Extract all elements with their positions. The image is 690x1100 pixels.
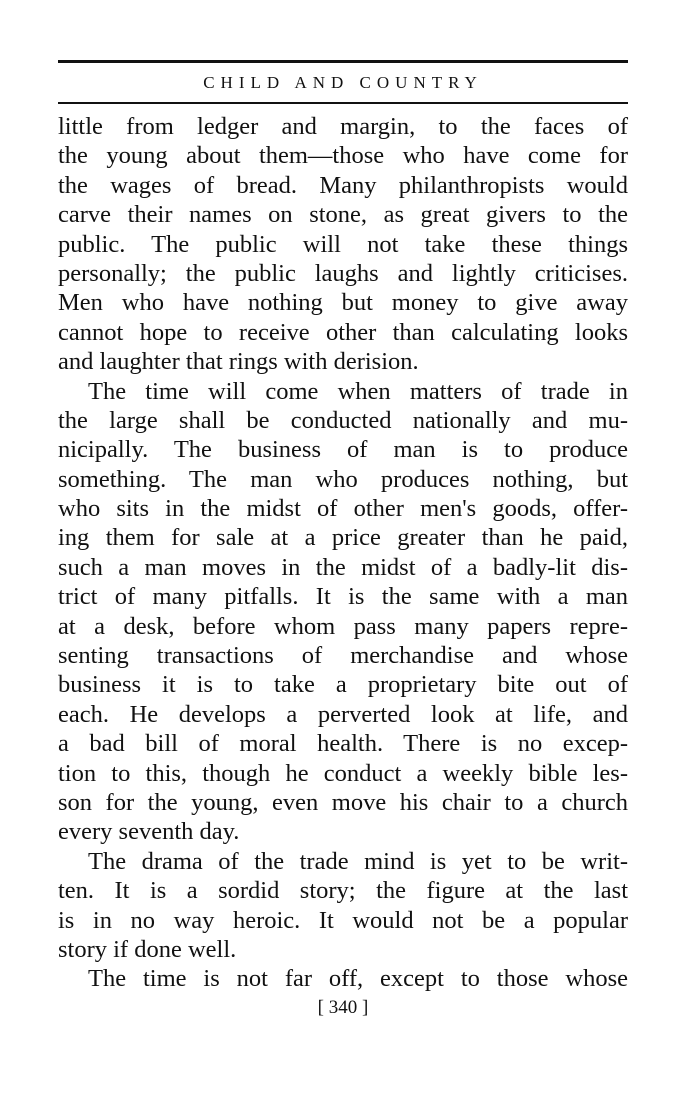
text-line: the large shall be conducted nationally and mu- (58, 406, 628, 434)
text-line: business it is to take a proprietary bite out of (58, 671, 628, 699)
text-line: little from ledger and margin, to the faces of (58, 113, 628, 140)
text-line: something. The man who produces nothing, but (58, 465, 628, 493)
text-line: such a man moves in the midst of a badly-lit dis- (58, 553, 628, 581)
text-line: Men who have nothing but money to give away (58, 289, 628, 317)
text-line: is in no way heroic. It would not be a popular (58, 906, 628, 934)
text-line: each. He develops a perverted look at life, and (58, 700, 628, 728)
text-line: the wages of bread. Many philanthropists would (58, 171, 628, 199)
text-line: cannot hope to receive other than calculating looks (58, 318, 628, 346)
text-line: a bad bill of moral health. There is no excep- (58, 730, 628, 758)
text-line: nicipally. The business of man is to produce (58, 436, 628, 464)
body-text (58, 112, 628, 994)
running-head: CHILD AND COUNTRY (203, 73, 483, 92)
text-line: tion to this, though he conduct a weekly bible les- (58, 759, 628, 787)
text-line: at a desk, before whom pass many papers repre- (58, 612, 628, 640)
text-line: The drama of the trade mind is yet to be writ- (88, 847, 628, 875)
text-line: personally; the public laughs and lightly criticises. (58, 259, 628, 287)
text-line: the young about them—those who have come for (58, 142, 628, 170)
text-line: ten. It is a sordid story; the figure at the last (58, 877, 628, 905)
text-line: ing them for sale at a price greater than he paid, (58, 524, 628, 552)
header-rule-top (58, 60, 628, 63)
text-line: The time is not far off, except to those whose (88, 965, 628, 993)
text-line: son for the young, even move his chair to a church (58, 788, 628, 816)
text-line: who sits in the midst of other men's goods, offer- (58, 495, 628, 523)
text-line: and laughter that rings with derision. (58, 348, 419, 376)
text-line: every seventh day. (58, 818, 240, 846)
header-rule-bottom (58, 102, 628, 104)
text-line: The time will come when matters of trade in (88, 377, 628, 405)
page-number: [ 340 ] (317, 997, 369, 1018)
text-line: trict of many pitfalls. It is the same with a man (58, 583, 628, 611)
text-line: public. The public will not take these things (58, 230, 628, 258)
text-line: senting transactions of merchandise and whose (58, 642, 628, 670)
text-line: carve their names on stone, as great givers to the (58, 201, 628, 229)
text-line: story if done well. (58, 935, 237, 963)
